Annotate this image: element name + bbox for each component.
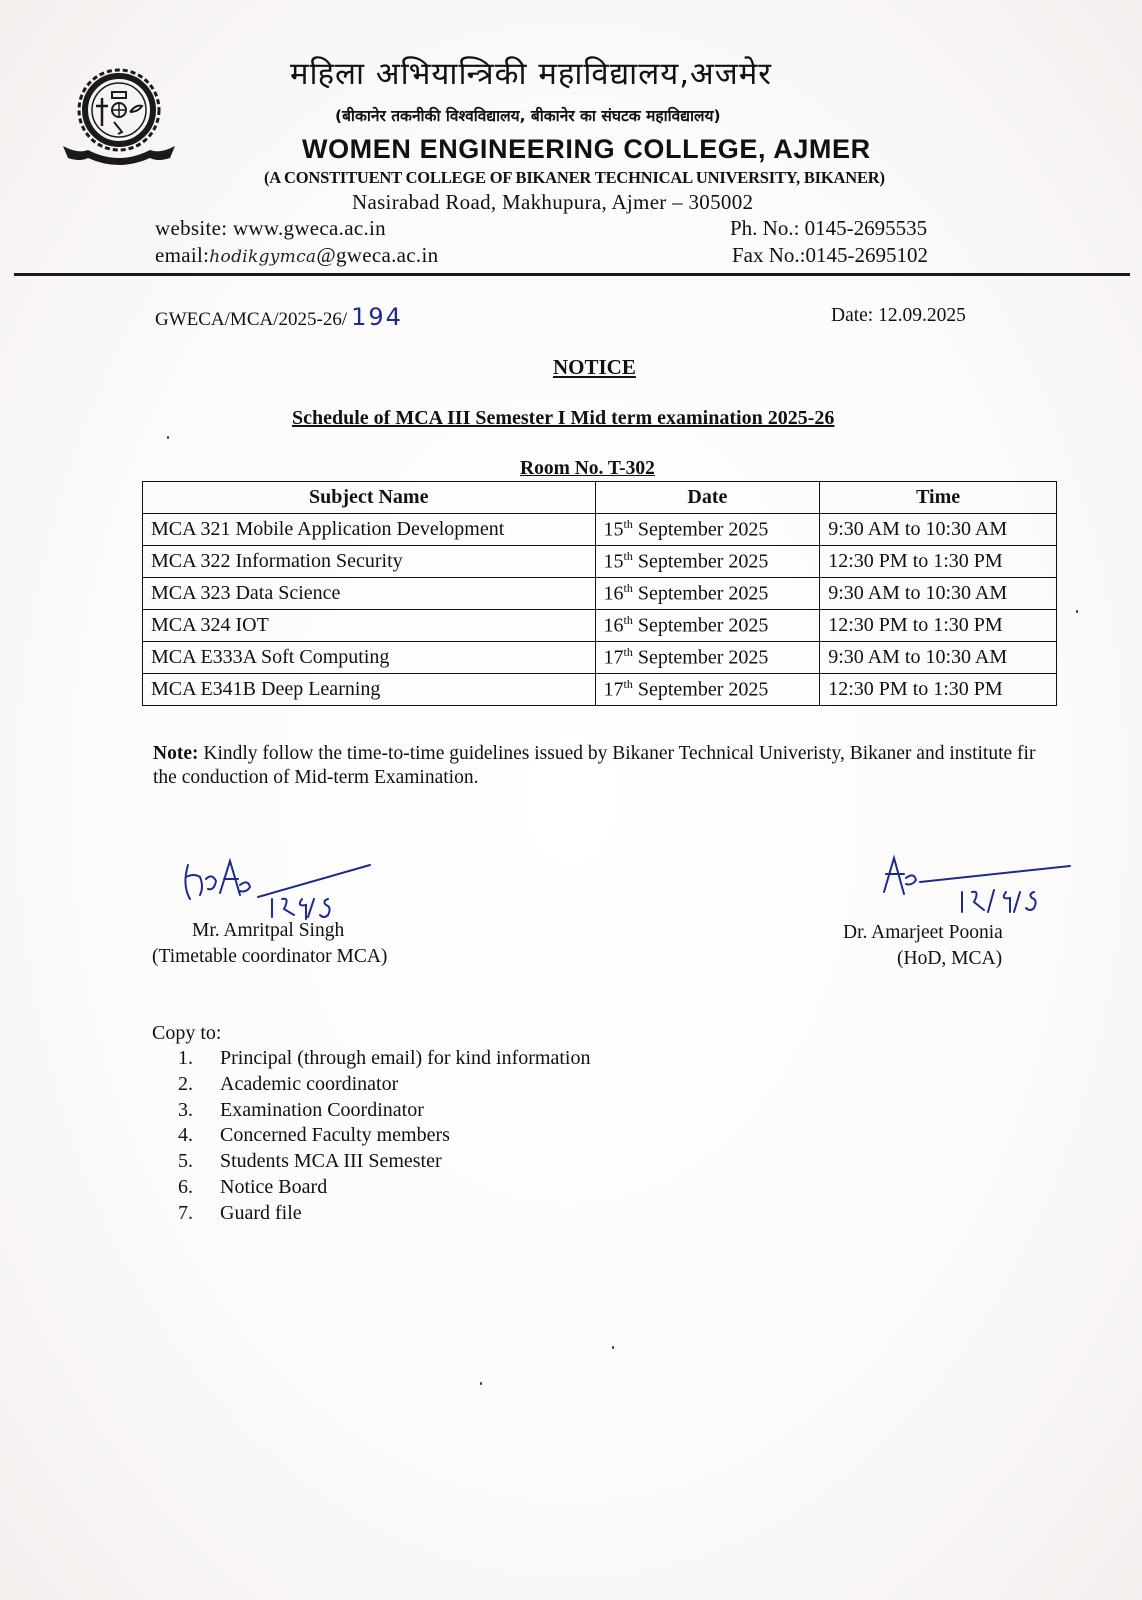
table-header-row: [143, 482, 1057, 514]
signature-right: [880, 852, 1080, 922]
website-label: website:: [155, 216, 233, 240]
constituent-line: (A CONSTITUENT COLLEGE OF BIKANER TECHNICAL UNIVERSITY, BIKANER): [264, 168, 885, 187]
subject-cell: MCA 323 Data Science: [143, 578, 596, 610]
scan-speck: [612, 1346, 614, 1349]
reference-prefix: GWECA/MCA/2025-26/: [155, 309, 348, 330]
email-line: [155, 243, 438, 268]
list-item: 3. Examination Coordinator: [178, 1098, 424, 1121]
exam-schedule-table: [142, 481, 1057, 706]
date-cell: 17th September 2025: [595, 642, 820, 674]
table-row: [143, 642, 1057, 674]
left-signatory-role: (Timetable coordinator MCA): [152, 946, 388, 967]
date-cell: 15th September 2025: [595, 546, 820, 578]
list-item: 2. Academic coordinator: [178, 1072, 399, 1095]
list-item: 1. Principal (through email) for kind information: [178, 1047, 591, 1069]
header-time: Time: [820, 482, 1057, 514]
table-row: [143, 674, 1057, 706]
date-cell: 15th September 2025: [595, 514, 820, 546]
reference-number: [155, 303, 403, 331]
note-text: Kindly follow the time-to-time guidelines issued by Bikaner Technical Univeristy, Bikaner and institute fir the conduction of Mid-term Examination.: [153, 743, 1036, 788]
notice-date: Date: 12.09.2025: [831, 305, 966, 326]
right-signatory-role: (HoD, MCA): [897, 948, 1003, 969]
scan-speck: [480, 1382, 482, 1385]
schedule-heading: Schedule of MCA III Semester I Mid term examination 2025-26: [292, 407, 835, 429]
subject-cell: MCA 322 Information Security: [143, 546, 596, 578]
date-cell: 16th September 2025: [595, 578, 820, 610]
website-line: [155, 216, 386, 241]
signature-left: [180, 855, 380, 925]
room-number: Room No. T-302: [520, 458, 655, 479]
college-name-english: WOMEN ENGINEERING COLLEGE, AJMER: [302, 134, 871, 164]
email-label: email:: [155, 243, 210, 267]
copy-to-label: Copy to:: [152, 1022, 222, 1044]
subject-cell: MCA E333A Soft Computing: [143, 642, 596, 674]
subject-cell: MCA 324 IOT: [143, 610, 596, 642]
subject-cell: MCA 321 Mobile Application Development: [143, 514, 596, 546]
note-label: Note:: [153, 743, 199, 764]
letterhead-divider: [14, 273, 1130, 276]
college-address: Nasirabad Road, Makhupura, Ajmer – 305002: [352, 190, 754, 214]
header-subject: Subject Name: [143, 482, 596, 514]
reference-handwritten-number: 194: [351, 303, 403, 331]
university-affiliation-hindi: (बीकानेर तकनीकी विश्वविद्यालय, बीकानेर का संघटक महाविद्यालय): [335, 107, 721, 125]
subject-cell: MCA E341B Deep Learning: [143, 674, 596, 706]
list-item: 7. Guard file: [178, 1201, 302, 1224]
fax-number: Fax No.:0145-2695102: [732, 243, 928, 267]
header-date: Date: [595, 482, 820, 514]
list-item: 5. Students MCA III Semester: [178, 1150, 442, 1173]
website-link[interactable]: www.gweca.ac.in: [232, 216, 386, 240]
note-paragraph: [153, 742, 1043, 790]
scan-speck: [1076, 610, 1078, 613]
table-row: [143, 514, 1057, 546]
time-cell: 12:30 PM to 1:30 PM: [820, 610, 1057, 642]
time-cell: 12:30 PM to 1:30 PM: [820, 674, 1057, 706]
date-cell: 17th September 2025: [595, 674, 820, 706]
list-item: 4. Concerned Faculty members: [178, 1124, 450, 1147]
scan-speck: [167, 436, 169, 439]
notice-heading: NOTICE: [553, 355, 636, 379]
college-name-hindi: महिला अभियान्त्रिकी महाविद्यालय,अजमेर: [290, 56, 772, 92]
date-cell: 16th September 2025: [595, 610, 820, 642]
table-row: [143, 546, 1057, 578]
college-emblem-icon: [58, 62, 180, 170]
phone-number: Ph. No.: 0145-2695535: [730, 216, 928, 240]
email-handwritten-user: hodikgymca: [209, 247, 317, 267]
time-cell: 9:30 AM to 10:30 AM: [820, 578, 1057, 610]
list-item: 6. Notice Board: [178, 1175, 328, 1198]
table-row: [143, 578, 1057, 610]
copy-to-list: [178, 1046, 590, 1227]
right-signatory-name: Dr. Amarjeet Poonia: [843, 922, 1003, 943]
email-domain: @gweca.ac.in: [316, 243, 439, 267]
left-signatory-name: Mr. Amritpal Singh: [192, 920, 345, 941]
time-cell: 12:30 PM to 1:30 PM: [820, 546, 1057, 578]
table-row: [143, 610, 1057, 642]
time-cell: 9:30 AM to 10:30 AM: [820, 642, 1057, 674]
time-cell: 9:30 AM to 10:30 AM: [820, 514, 1057, 546]
